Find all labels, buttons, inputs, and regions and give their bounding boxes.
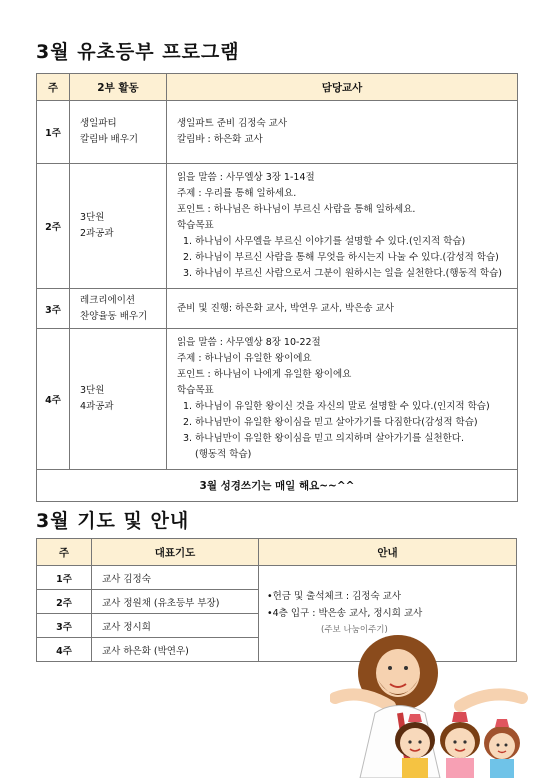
prayer-cell: 교사 하은화 (박연우): [92, 638, 259, 662]
teacher-cell: [167, 101, 518, 164]
notice-line: •4층 입구 : 박은송 교사, 정시희 교사: [267, 608, 423, 619]
prayer-cell: 교사 김정숙: [92, 566, 259, 590]
activity-line: 찬양율동 배우기: [80, 310, 148, 322]
prayer-cell: 교사 정원채 (유초등부 부장): [92, 590, 259, 614]
activity-cell: [70, 289, 167, 329]
jesus-with-children-illustration: [330, 628, 530, 778]
table-row: [37, 164, 518, 289]
table-row: [37, 289, 518, 329]
teacher-cell: [167, 164, 518, 289]
teacher-line: 칼림바 : 하은화 교사: [177, 134, 263, 145]
activity-cell: [70, 329, 167, 470]
table-row: [37, 101, 518, 164]
activity-cell: [70, 164, 167, 289]
goal-line: 2. 하나님만이 유일한 왕이심을 믿고 살아가기를 다짐한다(감성적 학습): [183, 417, 478, 428]
program-table: [36, 73, 518, 502]
week-cell: 3주: [37, 289, 70, 329]
activity-cell: [70, 101, 167, 164]
week-cell: 2주: [37, 590, 92, 614]
prayer-cell: 교사 정시희: [92, 614, 259, 638]
teacher-line: 포인트 : 하나님은 하나님이 부르신 사람을 통해 일하세요.: [177, 204, 416, 215]
goal-line: 1. 하나님이 사무엘을 부르신 이야기를 설명할 수 있다.(인지적 학습): [183, 236, 466, 247]
teacher-line: 생일파트 준비 김정숙 교사: [177, 118, 288, 129]
notice-subtext: (주보 나눔이주기): [321, 625, 388, 635]
teacher-cell: [167, 329, 518, 470]
teacher-line: 주제 : 하나님이 유일한 왕이에요: [177, 353, 312, 364]
goal-line: 3. 하나님이 부르신 사람으로서 그분이 원하시는 일을 실천한다.(행동적 학습): [183, 268, 502, 279]
week-cell: 1주: [37, 101, 70, 164]
activity-line: 3단원: [80, 385, 105, 396]
teacher-line: 읽을 말씀 : 사무엘상 3장 1-14절: [177, 172, 315, 183]
header-week: 주: [37, 539, 92, 566]
teacher-line: 읽을 말씀 : 사무엘상 8장 10-22절: [177, 337, 321, 348]
week-cell: 1주: [37, 566, 92, 590]
goal-line: 3. 하나님만이 유일한 왕이심을 믿고 의지하며 살아가기를 실천한다.: [183, 433, 465, 444]
goal-line: (행동적 학습): [195, 449, 252, 460]
week-cell: 2주: [37, 164, 70, 289]
activity-line: 레크리에이션: [80, 294, 136, 306]
header-notice: 안내: [259, 539, 517, 566]
page-title: 3월 유초등부 프로그램: [36, 41, 240, 63]
activity-line: 2과공과: [80, 228, 114, 239]
teacher-line: 준비 및 진행: 하은화 교사, 박연우 교사, 박은송 교사: [177, 302, 394, 314]
activity-line: 칼림바 배우기: [80, 134, 139, 145]
goal-line: 1. 하나님이 유일한 왕이신 것을 자신의 말로 설명할 수 있다.(인지적 학습): [183, 401, 490, 412]
week-cell: 4주: [37, 638, 92, 662]
table-row: [37, 329, 518, 470]
header-week: 주: [37, 74, 70, 101]
header-prayer: 대표기도: [92, 539, 259, 566]
teacher-cell: [167, 289, 518, 329]
activity-line: 4과공과: [80, 401, 114, 412]
activity-line: 생일파티: [80, 118, 117, 129]
week-cell: 3주: [37, 614, 92, 638]
teacher-line: 학습목표: [177, 220, 214, 231]
teacher-line: 학습목표: [177, 385, 214, 396]
section-title: 3월 기도 및 안내: [36, 510, 190, 532]
goal-line: 2. 하나님이 부르신 사람을 통해 무엇을 하시는지 나눌 수 있다.(감성적 학습): [183, 252, 499, 263]
teacher-line: 포인트 : 하나님이 나에게 유일한 왕이에요: [177, 369, 352, 380]
teacher-line: 주제 : 우리를 통해 일하세요.: [177, 188, 297, 199]
activity-line: 3단원: [80, 212, 105, 223]
notice-line: •헌금 및 출석체크 : 김정숙 교사: [267, 591, 402, 602]
footer-note: 3월 성경쓰기는 매일 해요~~^^: [37, 470, 518, 502]
header-teacher: 담당교사: [167, 74, 518, 101]
header-activity: 2부 활동: [70, 74, 167, 101]
table-row: [37, 566, 517, 590]
week-cell: 4주: [37, 329, 70, 470]
